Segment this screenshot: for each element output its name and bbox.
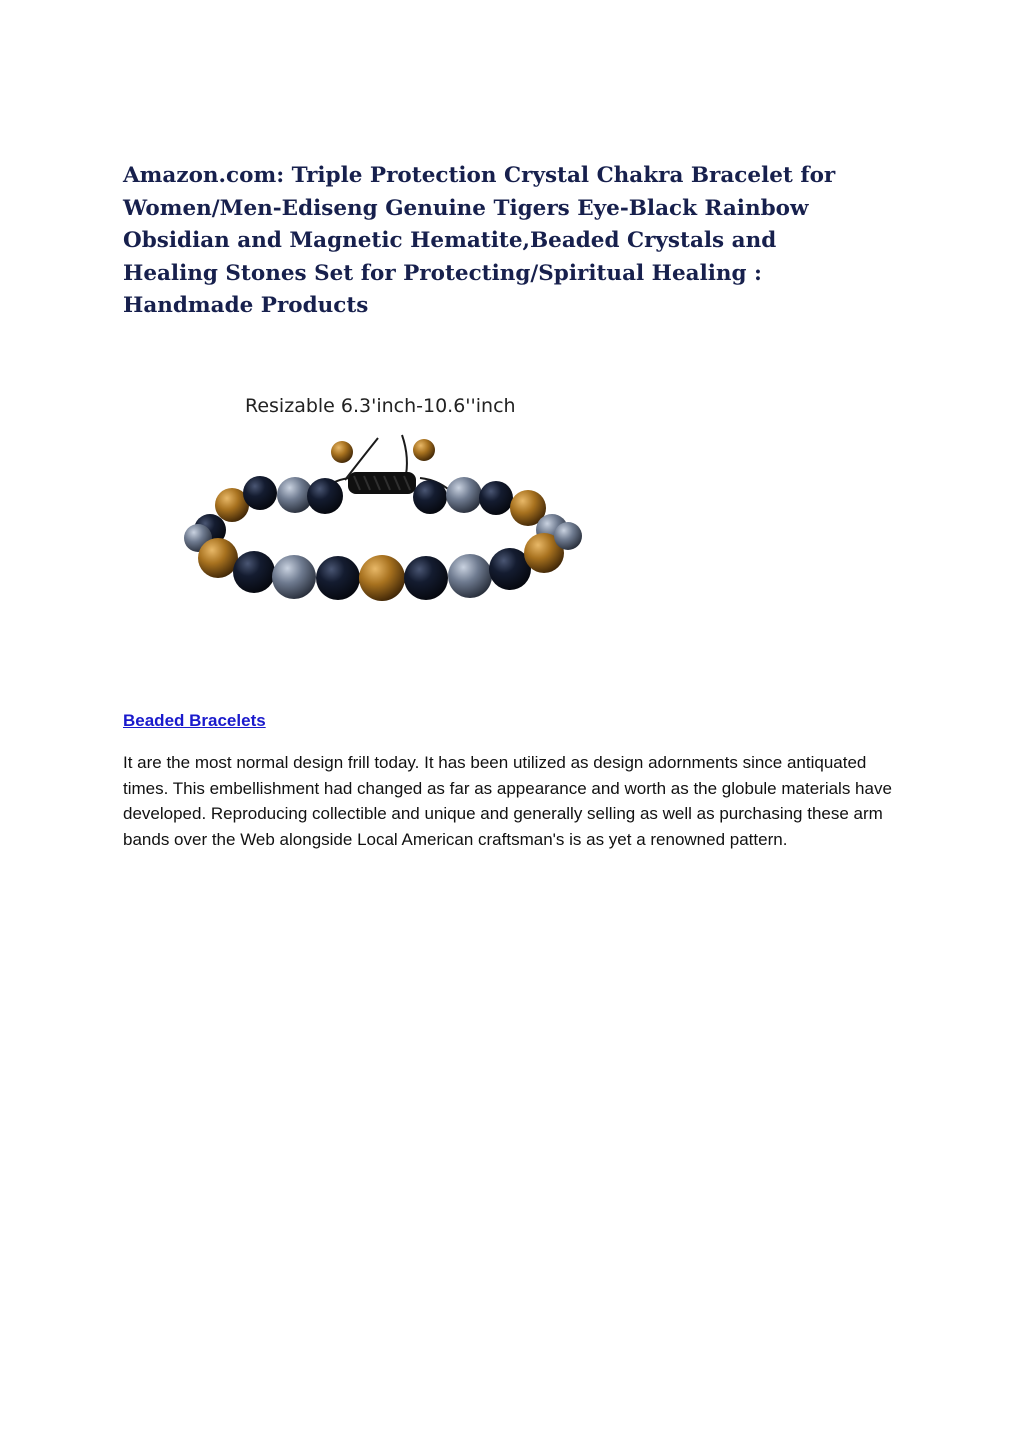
- bead-obsidian: [479, 481, 513, 515]
- bead-obsidian: [243, 476, 277, 510]
- bead-hematite: [446, 477, 482, 513]
- bead-obsidian: [404, 556, 448, 600]
- bead-hematite: [272, 555, 316, 599]
- bead-tigers-eye: [359, 555, 405, 601]
- bracelet-image: [170, 380, 600, 620]
- bead-hematite: [448, 554, 492, 598]
- bead-tigers-eye: [413, 439, 435, 461]
- page-title: Amazon.com: Triple Protection Crystal Chakra Bracelet for Women/Men-Ediseng Genuine Tigers Eye-Black Rainbow Obsidian and Magnetic Hematite,Beaded Crystals and Healing Stones Set for Protecting/Spiritual Healing : Handmade Products: [123, 163, 836, 318]
- body-paragraph: It are the most normal design frill today. It has been utilized as design adornments since antiquated times. This embellishment had changed as far as appearance and worth as the globule materials have developed. Reproducing collectible and unique and generally selling as well as purchasing these arm bands over the Web alongside Local American craftsman's is as yet a renowned pattern.: [123, 753, 892, 849]
- bead-obsidian: [316, 556, 360, 600]
- macrame-knot: [348, 472, 416, 494]
- bead-obsidian: [413, 480, 447, 514]
- bead-tigers-eye: [331, 441, 353, 463]
- bead-hematite: [554, 522, 582, 550]
- beaded-bracelets-link[interactable]: Beaded Bracelets: [123, 711, 266, 730]
- product-image: [170, 380, 600, 620]
- bead-obsidian: [307, 478, 343, 514]
- size-caption: Resizable 6.3'inch-10.6''inch: [245, 395, 516, 417]
- bead-obsidian: [233, 551, 275, 593]
- bead-tigers-eye: [198, 538, 238, 578]
